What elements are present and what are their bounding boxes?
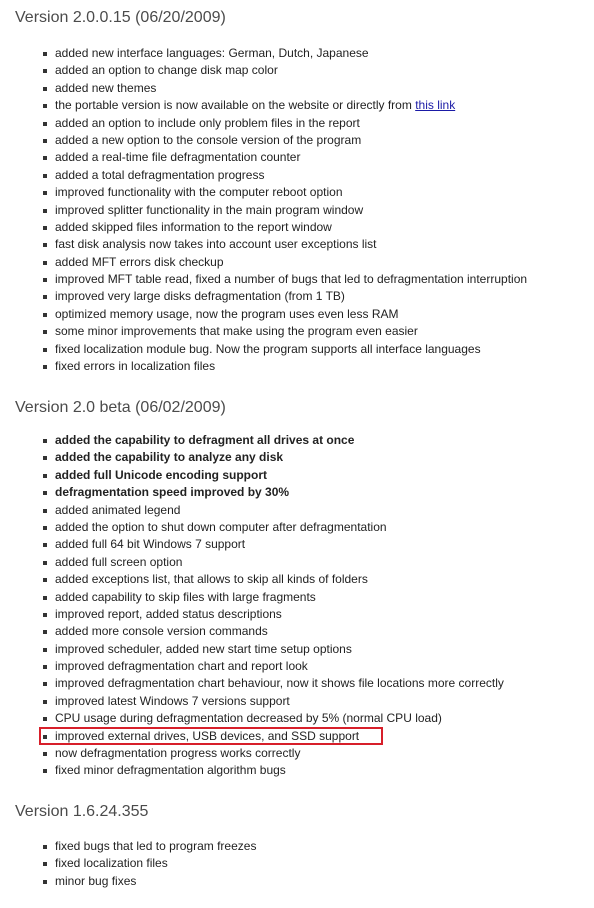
- bullet-icon: [43, 243, 47, 247]
- list-item: [0, 432, 594, 449]
- bullet-icon: [43, 578, 47, 582]
- changelog-list: [0, 45, 594, 375]
- list-item: [0, 519, 594, 536]
- item-text: improved MFT table read, fixed a number of bugs that led to defragmentation interruption: [55, 272, 528, 287]
- item-text: added a real-time file defragmentation counter: [55, 150, 301, 165]
- item-text: improved defragmentation chart and report look: [55, 659, 308, 674]
- item-text: added new themes: [55, 80, 157, 95]
- bullet-icon: [43, 596, 47, 600]
- item-text: added full Unicode encoding support: [55, 467, 267, 482]
- item-text: improved scheduler, added new start time setup options: [55, 641, 352, 656]
- version-heading: Version 2.0.0.15 (06/20/2009): [15, 9, 226, 26]
- list-item: [0, 62, 594, 79]
- list-item: [0, 45, 594, 62]
- list-item: [0, 449, 594, 466]
- list-item: [0, 80, 594, 97]
- list-item: [0, 873, 594, 890]
- item-text: improved report, added status descriptions: [55, 606, 282, 621]
- item-text: the portable version is now available on the website or directly from: [55, 98, 416, 113]
- item-text: now defragmentation progress works correctly: [55, 746, 301, 761]
- item-text: added full 64 bit Windows 7 support: [55, 537, 246, 552]
- list-item: [0, 288, 594, 305]
- list-item: [0, 693, 594, 710]
- item-text: added skipped files information to the report window: [55, 219, 332, 234]
- bullet-icon: [43, 862, 47, 866]
- list-item: [0, 658, 594, 675]
- bullet-icon: [43, 104, 47, 108]
- bullet-icon: [43, 613, 47, 617]
- item-text: fixed localization files: [55, 856, 168, 871]
- item-text: fixed localization module bug. Now the program supports all interface languages: [55, 341, 481, 356]
- item-text: fast disk analysis now takes into account user exceptions list: [55, 237, 377, 252]
- item-text: added the capability to analyze any disk: [55, 450, 284, 465]
- bullet-icon: [43, 122, 47, 126]
- item-text: added new interface languages: German, Dutch, Japanese: [55, 46, 369, 60]
- list-item: [0, 855, 594, 872]
- item-text: some minor improvements that make using the program even easier: [55, 324, 418, 339]
- item-text: added animated legend: [55, 502, 181, 517]
- bullet-icon: [43, 630, 47, 634]
- list-item: [0, 675, 594, 692]
- list-item: [0, 484, 594, 501]
- list-item: [0, 306, 594, 323]
- list-item: [0, 838, 594, 855]
- list-item: [0, 323, 594, 340]
- bullet-icon: [43, 69, 47, 73]
- list-item: [0, 710, 594, 727]
- bullet-icon: [43, 456, 47, 460]
- item-text: added exceptions list, that allows to skip all kinds of folders: [55, 572, 368, 587]
- bullet-icon: [43, 174, 47, 178]
- item-text: fixed minor defragmentation algorithm bugs: [55, 763, 286, 778]
- list-item: [0, 502, 594, 519]
- list-item: [0, 236, 594, 253]
- list-item: [0, 254, 594, 271]
- item-text: added MFT errors disk checkup: [55, 254, 224, 269]
- bullet-icon: [43, 139, 47, 143]
- bullet-icon: [43, 474, 47, 478]
- bullet-icon: [43, 295, 47, 299]
- list-item: [0, 97, 594, 114]
- bullet-icon: [43, 330, 47, 334]
- list-item: [0, 571, 594, 588]
- bullet-icon: [43, 209, 47, 213]
- bullet-icon: [43, 313, 47, 317]
- list-item: [0, 623, 594, 640]
- item-text: improved splitter functionality in the main program window: [55, 202, 364, 217]
- list-item: [0, 184, 594, 201]
- list-item: [0, 606, 594, 623]
- item-text: minor bug fixes: [55, 873, 137, 888]
- item-text: added the capability to defragment all drives at once: [55, 433, 355, 447]
- list-item: [0, 115, 594, 132]
- changelog-list: [0, 838, 594, 890]
- item-text: fixed errors in localization files: [55, 359, 216, 374]
- list-item: [0, 149, 594, 166]
- bullet-icon: [43, 156, 47, 160]
- item-text: added a new option to the console version of the program: [55, 132, 362, 147]
- list-item: [0, 467, 594, 484]
- item-text: added a total defragmentation progress: [55, 167, 265, 182]
- bullet-icon: [43, 769, 47, 773]
- list-item: [0, 745, 594, 762]
- item-text: added more console version commands: [55, 624, 268, 639]
- bullet-icon: [43, 665, 47, 669]
- item-text: improved functionality with the computer reboot option: [55, 185, 343, 200]
- bullet-icon: [43, 700, 47, 704]
- bullet-icon: [43, 752, 47, 756]
- item-text: optimized memory usage, now the program uses even less RAM: [55, 306, 399, 321]
- item-text: added an option to change disk map color: [55, 63, 278, 78]
- list-item: [0, 358, 594, 375]
- bullet-icon: [43, 52, 47, 56]
- bullet-icon: [43, 278, 47, 282]
- bullet-icon: [43, 365, 47, 369]
- bullet-icon: [43, 226, 47, 230]
- list-item: [0, 271, 594, 288]
- item-text: improved defragmentation chart behaviour, now it shows file locations more correctly: [55, 676, 504, 691]
- portable-version-link[interactable]: this link: [415, 98, 456, 113]
- bullet-icon: [43, 717, 47, 721]
- bullet-icon: [43, 87, 47, 91]
- item-text: added an option to include only problem files in the report: [55, 115, 360, 130]
- bullet-icon: [43, 648, 47, 652]
- bullet-icon: [43, 682, 47, 686]
- list-item: [0, 536, 594, 553]
- list-item: [0, 554, 594, 571]
- bullet-icon: [43, 348, 47, 352]
- item-text: added capability to skip files with large fragments: [55, 589, 316, 604]
- list-item: [0, 641, 594, 658]
- version-heading: Version 2.0 beta (06/02/2009): [15, 399, 226, 416]
- item-text: added full screen option: [55, 554, 183, 569]
- list-item: [0, 202, 594, 219]
- item-text: added the option to shut down computer after defragmentation: [55, 519, 387, 534]
- bullet-icon: [43, 191, 47, 195]
- list-item: [0, 167, 594, 184]
- item-text: CPU usage during defragmentation decreased by 5% (normal CPU load): [55, 711, 442, 726]
- bullet-icon: [43, 543, 47, 547]
- bullet-icon: [43, 509, 47, 513]
- item-text: defragmentation speed improved by 30%: [55, 485, 290, 500]
- bullet-icon: [43, 261, 47, 265]
- list-item: [0, 132, 594, 149]
- bullet-icon: [43, 561, 47, 565]
- list-item: [0, 762, 594, 779]
- item-text: fixed bugs that led to program freezes: [55, 839, 257, 853]
- item-text: improved external drives, USB devices, and SSD support: [55, 728, 360, 743]
- item-text: improved very large disks defragmentation (from 1 TB): [55, 289, 345, 304]
- bullet-icon: [43, 845, 47, 849]
- list-item: [0, 219, 594, 236]
- list-item: [0, 589, 594, 606]
- bullet-icon: [43, 491, 47, 495]
- highlight-box: [39, 727, 383, 745]
- bullet-icon: [43, 526, 47, 530]
- version-heading: Version 1.6.24.355: [15, 803, 149, 820]
- item-text: improved latest Windows 7 versions support: [55, 693, 290, 708]
- bullet-icon: [43, 439, 47, 443]
- bullet-icon: [43, 880, 47, 884]
- list-item: [0, 341, 594, 358]
